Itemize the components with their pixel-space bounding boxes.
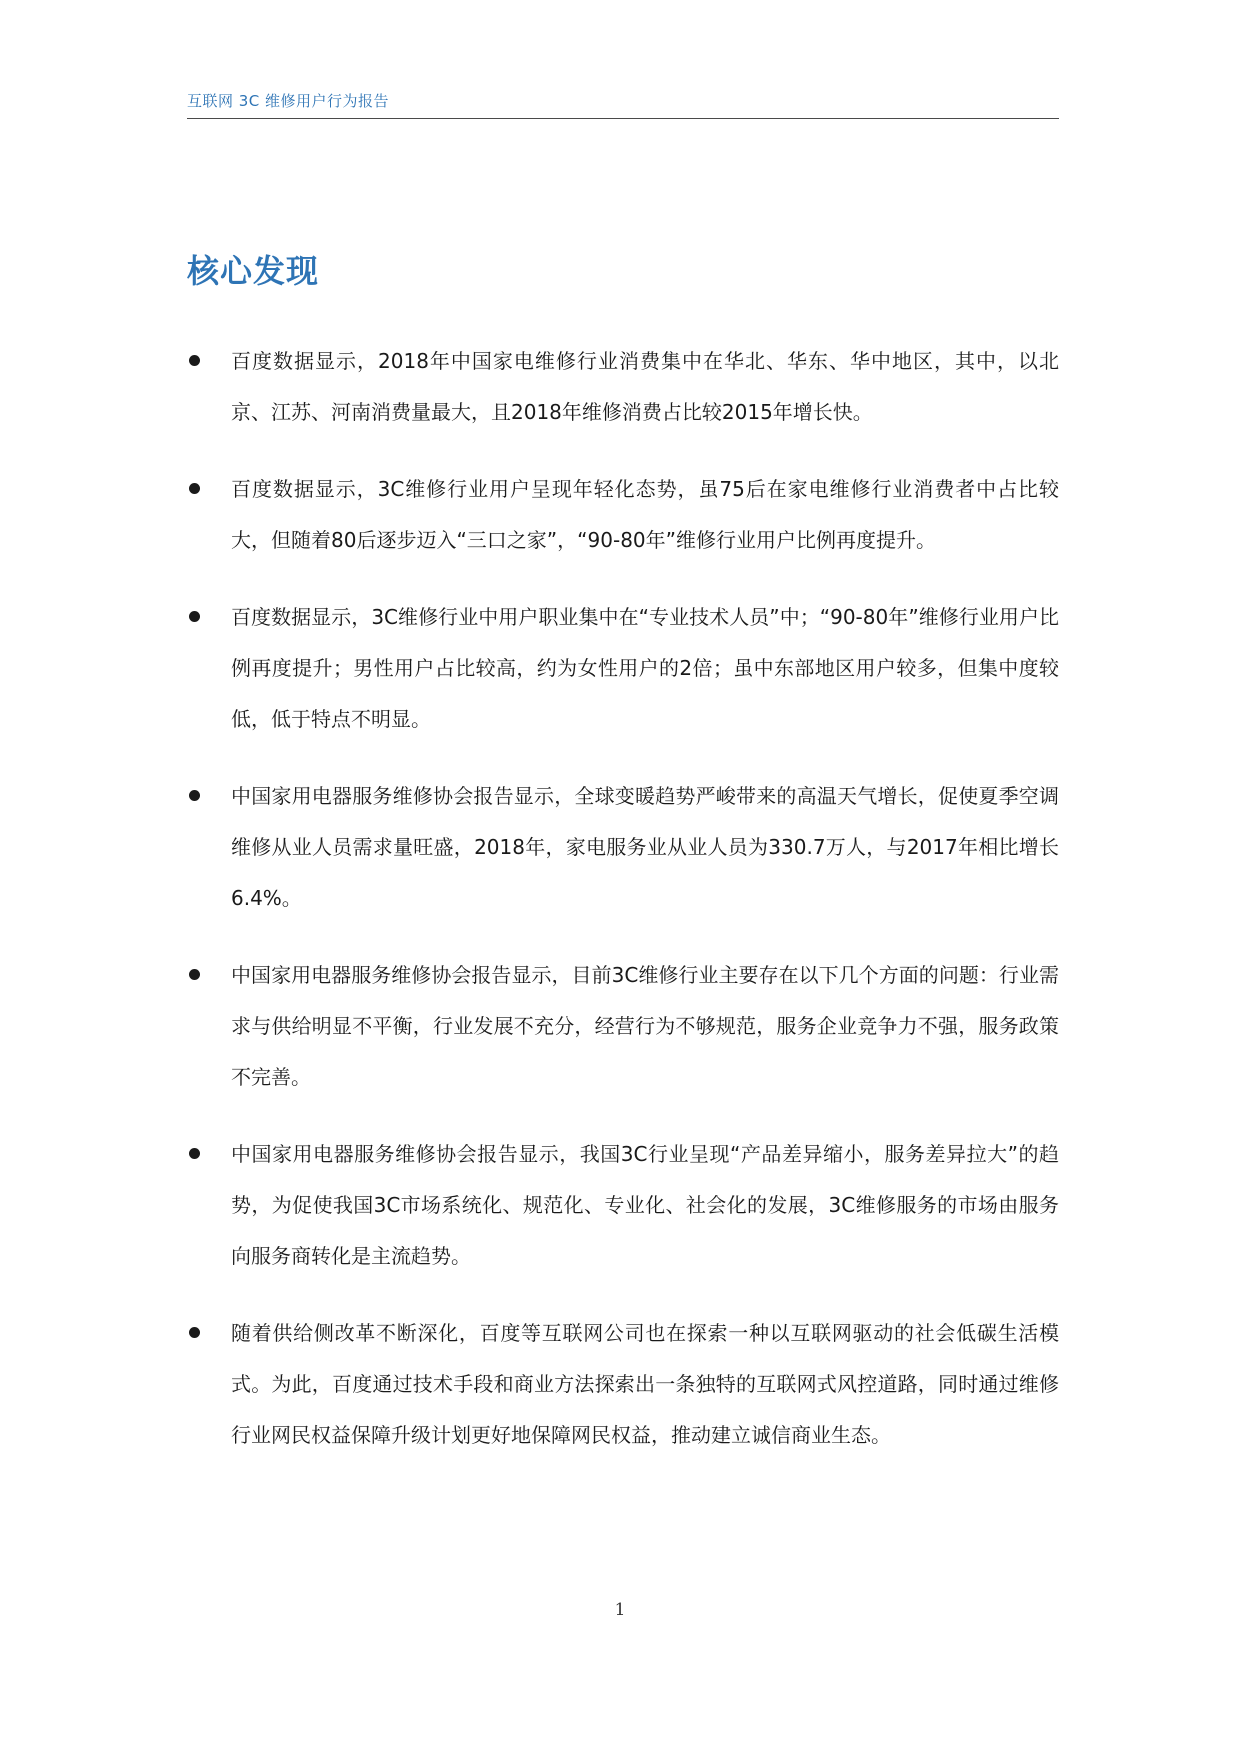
- bullet-dot-icon: [189, 969, 200, 980]
- finding-text: 中国家用电器服务维修协会报告显示，我国3C行业呈现“产品差异缩小，服务差异拉大”的趋势，为促使我国3C市场系统化、规范化、专业化、社会化的发展，3C维修服务的市场由服务向服务商转化是主流趋势。: [231, 1142, 1059, 1268]
- finding-item: [187, 771, 1059, 924]
- bullet-dot-icon: [189, 1148, 200, 1159]
- finding-item: [187, 1129, 1059, 1282]
- bullet-dot-icon: [189, 355, 200, 366]
- section-title: 核心发现: [187, 252, 320, 290]
- page-number: 1: [614, 1600, 626, 1620]
- header-title: 互联网 3C 维修用户行为报告: [187, 92, 390, 110]
- finding-item: [187, 464, 1059, 566]
- bullet-dot-icon: [189, 1327, 200, 1338]
- finding-item: [187, 950, 1059, 1103]
- finding-item: [187, 336, 1059, 438]
- finding-text: 百度数据显示，3C维修行业用户呈现年轻化态势，虽75后在家电维修行业消费者中占比较大，但随着80后逐步迈入“三口之家”，“90-80年”维修行业用户比例再度提升。: [231, 477, 1059, 552]
- finding-text: 中国家用电器服务维修协会报告显示，全球变暖趋势严峻带来的高温天气增长，促使夏季空调维修从业人员需求量旺盛，2018年，家电服务业从业人员为330.7万人，与2017年相比增长6.4%。: [231, 784, 1059, 910]
- bullet-dot-icon: [189, 790, 200, 801]
- finding-item: [187, 1308, 1059, 1461]
- finding-text: 百度数据显示，3C维修行业中用户职业集中在“专业技术人员”中；“90-80年”维修行业用户比例再度提升；男性用户占比较高，约为女性用户的2倍；虽中东部地区用户较多，但集中度较低，低于特点不明显。: [231, 605, 1059, 731]
- finding-text: 百度数据显示，2018年中国家电维修行业消费集中在华北、华东、华中地区，其中，以北京、江苏、河南消费量最大，且2018年维修消费占比较2015年增长快。: [231, 349, 1059, 424]
- finding-text: 随着供给侧改革不断深化，百度等互联网公司也在探索一种以互联网驱动的社会低碳生活模式。为此，百度通过技术手段和商业方法探索出一条独特的互联网式风控道路，同时通过维修行业网民权益保障升级计划更好地保障网民权益，推动建立诚信商业生态。: [231, 1321, 1059, 1447]
- finding-text: 中国家用电器服务维修协会报告显示，目前3C维修行业主要存在以下几个方面的问题：行业需求与供给明显不平衡，行业发展不充分，经营行为不够规范，服务企业竞争力不强，服务政策不完善。: [231, 963, 1059, 1089]
- finding-item: [187, 592, 1059, 745]
- bullet-dot-icon: [189, 483, 200, 494]
- bullet-dot-icon: [189, 611, 200, 622]
- findings-list: [187, 336, 1059, 1487]
- page-header: [187, 90, 1059, 119]
